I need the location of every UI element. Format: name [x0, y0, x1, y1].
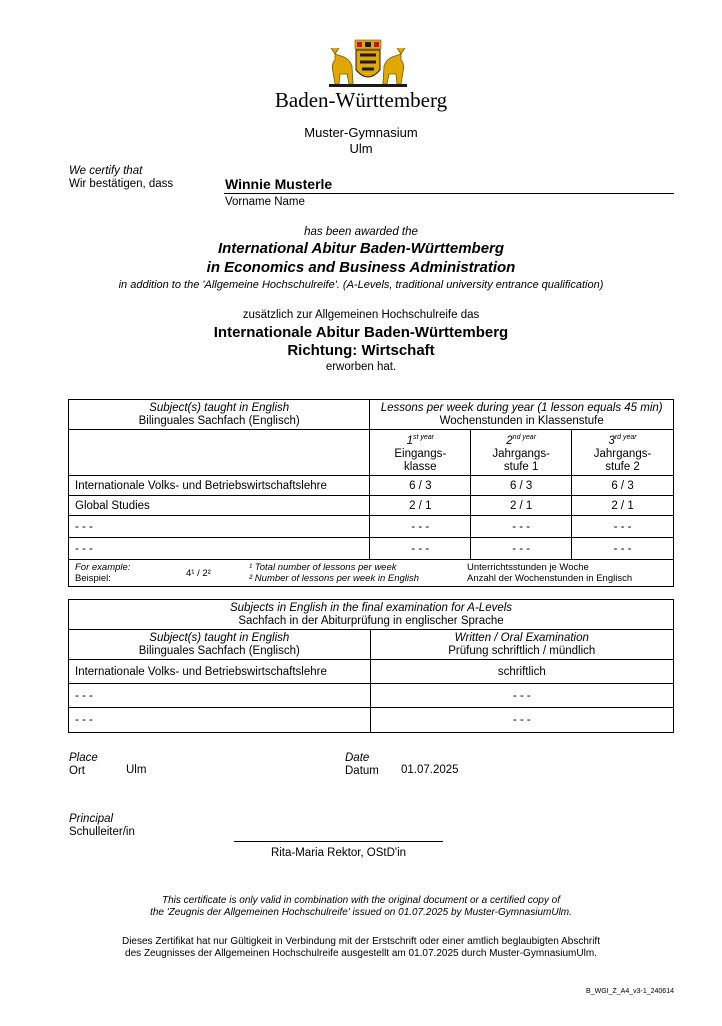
student-name: Winnie Musterle — [225, 176, 333, 192]
award-intro-de: zusätzlich zur Allgemeinen Hochschulreife das — [242, 309, 480, 321]
place-label-en: Place — [69, 752, 98, 764]
award-title-en-1: International Abitur Baden-Württemberg — [217, 240, 505, 257]
footnote-1-en: ¹ Total number of lessons per week — [249, 562, 397, 573]
year-2-header: $2^{nd year}$ Jahrgangs- stufe 1 — [471, 430, 572, 476]
form-code: B_WGI_Z_A4_v3-1_240614 — [586, 988, 674, 995]
table-row: Internationale Volks- und Betriebswirtschaftslehre schriftlich — [69, 660, 674, 684]
principal-label-en: Principal — [69, 813, 114, 825]
footnote-2-de: Anzahl der Wochenstunden in Englisch — [467, 573, 633, 584]
state-name: Baden-Württemberg — [274, 88, 448, 112]
lessons-table — [68, 399, 674, 587]
signature-line — [234, 841, 443, 842]
award-note-en: in addition to the 'Allgemeine Hochschulreife'. (A-Levels, traditional university entrance qualification) — [118, 279, 604, 291]
school-name: Muster-Gymnasium — [304, 125, 418, 140]
date-value: 01.07.2025 — [401, 764, 459, 776]
table-row: - - - - - - - - - - - - — [69, 538, 674, 560]
footer-de-line-1: Dieses Zertifikat hat nur Gültigkeit in Verbindung mit der Erstschrift oder einer amtlich beglaubigten Abschrift — [121, 936, 600, 947]
date-label-de: Datum — [345, 765, 379, 777]
footnote-2-en: ² Number of lessons per week in English — [249, 573, 420, 584]
blank-header-cell — [69, 430, 370, 476]
place-value: Ulm — [126, 764, 147, 776]
award-intro-en: has been awarded the — [304, 226, 418, 238]
school-city: Ulm — [349, 141, 373, 156]
subject-header: Subject(s) taught in English Bilinguales Sachfach (Englisch) — [69, 400, 370, 430]
certify-label-en: We certify that — [69, 165, 143, 177]
principal-name: Rita-Maria Rektor, OStD'in — [270, 847, 407, 859]
exam-table — [68, 599, 674, 733]
name-underline — [224, 193, 674, 194]
footer-en-line-1: This certificate is only valid in combination with the original document or a certified copy of — [162, 895, 560, 906]
table-row: - - - - - - - - - - - - — [69, 516, 674, 538]
lessons-header: Lessons per week during year (1 lesson equals 45 min) Wochenstunden in Klassenstufe — [370, 400, 674, 430]
award-title-en-2: in Economics and Business Administration — [206, 259, 516, 276]
example-value: 4¹ / 2² — [186, 568, 211, 579]
footnote-1-de: Unterrichtsstunden je Woche — [467, 562, 589, 573]
footer-de-line-2: des Zeugnisses der Allgemeinen Hochschulreife ausgestellt am 01.07.2025 durch Muster-GymnasiumUlm. — [125, 948, 597, 959]
award-title-de-2: Richtung: Wirtschaft — [287, 342, 435, 359]
place-label-de: Ort — [69, 765, 85, 777]
example-label-de: Beispiel: — [75, 573, 111, 584]
principal-label-de: Schulleiter/in — [69, 826, 135, 838]
year-1-header: $1^{st year}$ Eingangs- klasse — [370, 430, 471, 476]
table-row: Global Studies 2 / 1 2 / 1 2 / 1 — [69, 496, 674, 516]
legend-row — [69, 560, 674, 587]
award-outro-de: erworben hat. — [325, 361, 397, 373]
footer-en-line-2: the 'Zeugnis der Allgemeinen Hochschulreife' issued on 01.07.2025 by Muster-GymnasiumUlm. — [150, 907, 572, 918]
table-row: - - - - - - — [69, 684, 674, 708]
award-title-de-1: Internationale Abitur Baden-Württemberg — [213, 324, 509, 341]
table-row: - - - - - - — [69, 708, 674, 733]
example-label-en: For example: — [75, 562, 131, 573]
coat-of-arms-logo — [325, 38, 411, 88]
date-label-en: Date — [345, 752, 370, 764]
certify-label-de: Wir bestätigen, dass — [69, 178, 174, 190]
exam-table-title: Subjects in English in the final examination for A-Levels Sachfach in der Abiturprüfung in englischer Sprache — [69, 600, 674, 630]
exam-subject-header: Subject(s) taught in English Bilinguales Sachfach (Englisch) — [69, 630, 371, 660]
exam-type-header: Written / Oral Examination Prüfung schriftlich / mündlich — [370, 630, 673, 660]
year-3-header: $3^{rd year}$ Jahrgangs- stufe 2 — [572, 430, 674, 476]
name-caption: Vorname Name — [225, 196, 305, 208]
table-row: Internationale Volks- und Betriebswirtschaftslehre 6 / 3 6 / 3 6 / 3 — [69, 476, 674, 496]
